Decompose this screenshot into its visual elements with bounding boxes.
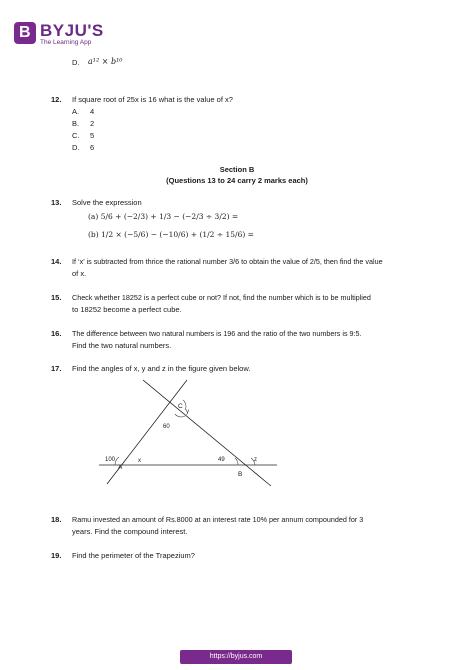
fig-label-49: 49 [218,457,225,463]
q14-number: 14. [51,257,62,266]
q14-line1: If ‘x’ is subtracted from thrice the rational number 3/6 to obtain the value of 2/5, then find the value [72,257,383,266]
q12-option-a-value: 4 [90,107,95,116]
fig-label-a: A [118,464,123,471]
fig-label-c: C [178,403,183,410]
fig-label-100: 100 [105,457,116,463]
logo-letter: B [19,24,31,41]
triangle-figure [95,378,285,490]
q15-number: 15. [51,293,62,302]
fig-label-60: 60 [163,424,170,430]
prev-option-expr: a¹² × b¹⁰ [88,57,123,66]
q16-line1: The difference between two natural numbers is 196 and the ratio of the two numbers is 9:5. [72,329,362,338]
q18-number: 18. [51,515,62,524]
q12-option-b-value: 2 [90,119,95,128]
q12-option-a-label: A. [72,107,80,116]
prev-option-label: D. [72,58,80,67]
q15-line2: to 18252 become a perfect cube. [72,305,182,314]
q13-text: Solve the expression [72,198,142,207]
fig-label-z: z [254,457,257,463]
fig-label-b: B [238,471,243,478]
q18-line1: Ramu invested an amount of Rs.8000 at an interest rate 10% per annum compounded for 3 [72,515,364,524]
q14-line2: of x. [72,269,87,278]
q13-number: 13. [51,198,62,207]
footer-link[interactable]: https://byjus.com [180,650,292,664]
q12-number: 12. [51,95,62,104]
line-cb [143,380,271,486]
q12-option-c-label: C. [72,131,80,140]
section-subtitle: (Questions 13 to 24 carry 2 marks each) [166,176,308,185]
q12-option-b-label: B. [72,119,80,128]
byjus-logo-icon [14,22,36,44]
arc-b [235,458,238,465]
q18-line2: years. Find the compound interest. [72,527,188,536]
fig-label-x: x [138,458,141,464]
q13-part-a: (a) 5/6 + (−2/3) + 1/3 − (−2/3 ÷ 3/2) = [88,212,239,221]
q12-option-d-label: D. [72,143,80,152]
q12-option-d-value: 6 [90,143,95,152]
brand-name: BYJU'S [40,21,104,40]
section-title: Section B [219,165,255,174]
q17-text: Find the angles of x, y and z in the figure given below. [72,364,251,373]
q15-line1: Check whether 18252 is a perfect cube or not? If not, find the number which is to be multiplied [72,293,371,302]
q12-option-c-value: 5 [90,131,95,140]
brand-tagline: The Learning App [40,39,92,46]
q12-text: If square root of 25x is 16 what is the value of x? [72,95,233,104]
q16-line2: Find the two natural numbers. [72,341,172,350]
q17-number: 17. [51,364,62,373]
q16-number: 16. [51,329,62,338]
q13-part-b: (b) 1/2 × (−5/6) − (−10/6) + (1/2 ÷ 15/6) = [88,230,254,239]
q19-number: 19. [51,551,62,560]
q19-text: Find the perimeter of the Trapezium? [72,551,195,560]
fig-label-y: y [186,409,189,415]
arc-c [175,414,185,417]
